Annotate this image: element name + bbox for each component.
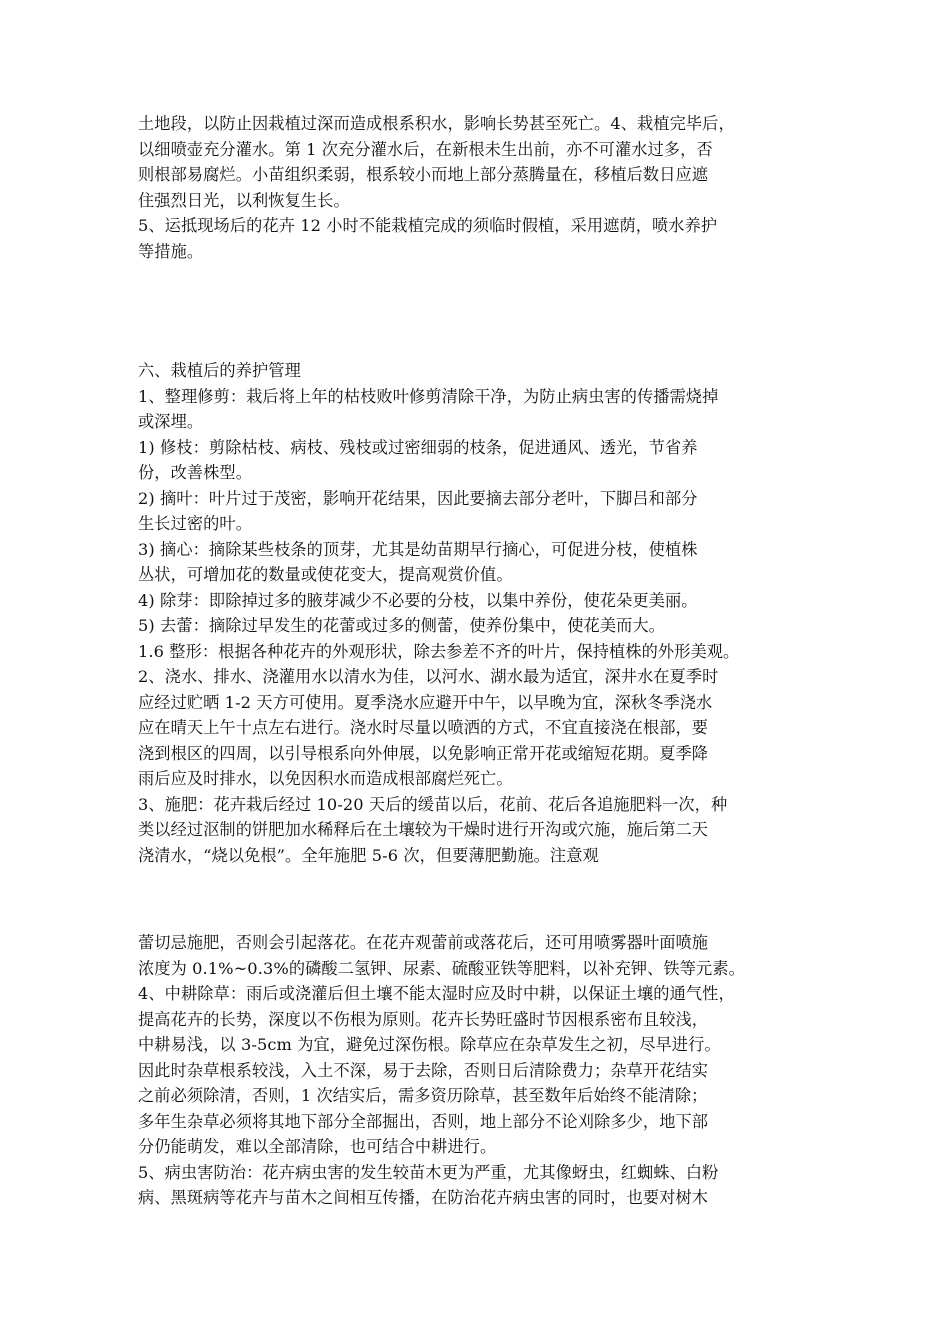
paragraph-maintenance-line-17: 雨后应及时排水，以免因积水而造成根部腐烂死亡。 — [138, 769, 513, 788]
paragraph-continued-line-2: 浓度为 0.1%~0.3%的磷酸二氢钾、尿素、硫酸亚铁等肥料，以补充钾、铁等元素。 — [138, 958, 745, 978]
paragraph-maintenance-line-18: 3、施肥：花卉栽后经过 10-20 天后的缓苗以后，花前、花后各追施肥料一次，种 — [138, 794, 728, 814]
paragraph-continued-line-1: 蕾切忌施肥，否则会引起落花。在花卉观蕾前或落花后，还可用喷雾器叶面喷施 — [138, 933, 709, 952]
paragraph-continued-line-5: 中耕易浅，以 3-5cm 为宜，避免过深伤根。除草应在杂草发生之初，尽早进行。 — [138, 1035, 721, 1054]
paragraph-maintenance-line-13: 2、浇水、排水、浇灌用水以清水为佳，以河水、湖水最为适宜，深井水在夏季时 — [138, 667, 719, 686]
paragraph-maintenance-line-4: 1) 修枝：剪除枯枝、病枝、残枝或过密细弱的枝条，促进通风、透光，节省养 — [138, 437, 698, 457]
paragraph-maintenance-line-10: 4) 除芽：即除掉过多的腋芽减少不必要的分枝，以集中养份，使花朵更美丽。 — [138, 590, 698, 610]
paragraph-continued-line-6: 因此时杂草根系较浅，入土不深，易于去除，否则日后清除费力；杂草开花结实 — [138, 1060, 709, 1080]
paragraph-planting-line-2: 以细喷壶充分灌水。第 1 次充分灌水后，在新根未生出前，亦不可灌水过多，否 — [138, 139, 713, 159]
paragraph-planting-line-3: 则根部易腐烂。小苗组织柔弱，根系较小而地上部分蒸腾量在，移植后数日应遮 — [138, 165, 709, 184]
paragraph-continued-line-9: 分仍能萌发，难以全部清除，也可结合中耕进行。 — [138, 1137, 497, 1156]
text-block-maintenance — [138, 358, 828, 868]
paragraph-maintenance-line-2: 1、整理修剪：栽后将上年的枯枝败叶修剪清除干净，为防止病虫害的传播需烧掉 — [138, 386, 719, 406]
paragraph-maintenance-line-11: 5) 去蕾：摘除过早发生的花蕾或过多的侧蕾，使养份集中，使花美而大。 — [138, 616, 665, 635]
paragraph-maintenance-line-16: 浇到根区的四周，以引导根系向外伸展，以免影响正常开花或缩短花期。夏季降 — [138, 743, 709, 763]
paragraph-planting-line-1: 土地段，以防止因栽植过深而造成根系积水，影响长势甚至死亡。4、栽植完毕后， — [138, 114, 735, 133]
paragraph-maintenance-line-8: 3) 摘心：摘除某些枝条的顶芽，尤其是幼苗期早行摘心，可促进分枝，使植株 — [138, 539, 698, 559]
paragraph-maintenance-line-15: 应在晴天上午十点左右进行。浇水时尽量以喷洒的方式，不宜直接浇在根部，要 — [138, 718, 709, 737]
paragraph-maintenance-line-6: 2) 摘叶：叶片过于茂密，影响开花结果，因此要摘去部分老叶，下脚吕和部分 — [138, 488, 698, 508]
paragraph-maintenance-line-3: 或深埋。 — [138, 412, 204, 431]
paragraph-maintenance-line-19: 类以经过沤制的饼肥加水稀释后在土壤较为干燥时进行开沟或穴施，施后第二天 — [138, 820, 709, 839]
paragraph-planting-line-6: 等措施。 — [138, 241, 204, 261]
paragraph-continued-line-8: 多年生杂草必须将其地下部分全部掘出，否则，地上部分不论刈除多少，地下部 — [138, 1111, 709, 1131]
paragraph-planting-line-5: 5、运抵现场后的花卉 12 小时不能栽植完成的须临时假植，采用遮荫，喷水养护 — [138, 216, 718, 235]
text-block-planting-end — [138, 111, 828, 264]
paragraph-continued-line-7: 之前必须除清，否则，1 次结实后，需多资历除草，甚至数年后始终不能清除； — [138, 1086, 708, 1105]
paragraph-maintenance-line-9: 丛状，可增加花的数量或使花变大，提高观赏价值。 — [138, 565, 513, 584]
text-block-continued — [138, 930, 828, 1211]
paragraph-maintenance-line-5: 份，改善株型。 — [138, 463, 253, 482]
paragraph-continued-line-4: 提高花卉的长势，深度以不伤根为原则。花卉长势旺盛时节因根系密布且较浅， — [138, 1009, 709, 1029]
paragraph-maintenance-line-14: 应经过贮晒 1-2 天方可使用。夏季浇水应避开中午，以早晚为宜，深秋冬季浇水 — [138, 692, 713, 712]
paragraph-maintenance-line-12: 1.6 整形：根据各种花卉的外观形状，除去参差不齐的叶片，保持植株的外形美观。 — [138, 641, 740, 661]
paragraph-planting-line-4: 住强烈日光，以利恢复生长。 — [138, 190, 350, 210]
paragraph-continued-line-10: 5、病虫害防治：花卉病虫害的发生较苗木更为严重，尤其像蚜虫，红蜘蛛、白粉 — [138, 1162, 719, 1182]
paragraph-maintenance-line-20: 浇清水，“烧以免根”。全年施肥 5-6 次，但要薄肥勤施。注意观 — [138, 845, 599, 865]
paragraph-maintenance-line-7: 生长过密的叶。 — [138, 514, 253, 533]
paragraph-maintenance-line-1: 六、栽植后的养护管理 — [138, 361, 301, 380]
paragraph-continued-line-3: 4、中耕除草：雨后或浇灌后但土壤不能太湿时应及时中耕，以保证土壤的通气性， — [138, 984, 735, 1003]
paragraph-continued-line-11: 病、黑斑病等花卉与苗木之间相互传播，在防治花卉病虫害的同时，也要对树木 — [138, 1188, 709, 1207]
